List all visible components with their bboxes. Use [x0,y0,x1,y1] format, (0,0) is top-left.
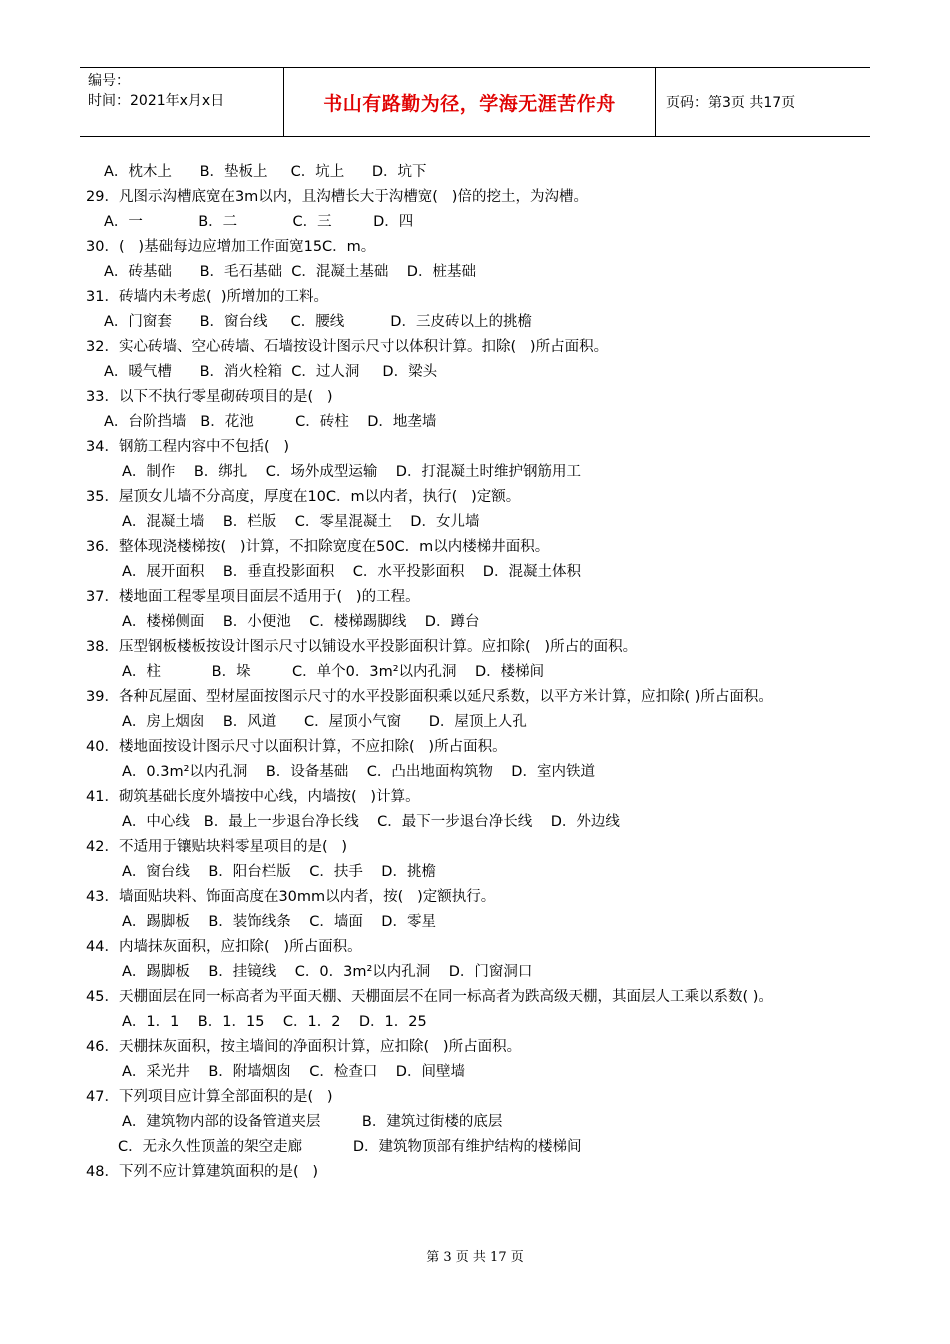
question-line: 29．凡图示沟槽底宽在3m以内，且沟槽长大于沟槽宽( )倍的挖土，为沟槽。 [86,189,588,205]
doc-code-label: 编号： [88,73,130,89]
answer-options-line: A．门窗套 B．窗台线 C．腰线 D．三皮砖以上的挑檐 [104,314,532,330]
question-line: 36．整体现浇楼梯按( )计算，不扣除宽度在50C．m以内楼梯井面积。 [86,539,550,555]
question-line: 35．屋顶女儿墙不分高度，厚度在10C．m以内者，执行( )定额。 [86,489,521,505]
answer-options-line: A．建筑物内部的设备管道夹层 B．建筑过街楼的底层 [122,1114,503,1130]
question-line: 31．砖墙内未考虑( )所增加的工料。 [86,289,328,305]
answer-options-line: A．窗台线 B．阳台栏版 C．扶手 D．挑檐 [122,864,436,880]
question-line: 43．墙面贴块料、饰面高度在30mm以内者，按( )定额执行。 [86,889,496,905]
question-line: 44．内墙抹灰面积，应扣除( )所占面积。 [86,939,362,955]
question-line: 37．楼地面工程零星项目面层不适用于( )的工程。 [86,589,420,605]
question-line: 48．下列不应计算建筑面积的是( ) [86,1164,319,1180]
answer-options-line: A．枕木上 B．垫板上 C．坑上 D．坑下 [104,164,427,180]
answer-options-line: A．中心线 B．最上一步退台净长线 C．最下一步退台净长线 D．外边线 [122,814,620,830]
answer-options-line: A．混凝土墙 B．栏版 C．零星混凝土 D．女儿墙 [122,514,480,530]
answer-options-line: A．砖基础 B．毛石基础 C．混凝土基础 D．桩基础 [104,264,476,280]
question-line: 32．实心砖墙、空心砖墙、石墙按设计图示尺寸以体积计算。扣除( )所占面积。 [86,339,609,355]
answer-options-line: A．柱 B．垛 C．单个0．3m²以内孔洞 D．楼梯间 [122,664,545,680]
answer-options-line: C．无永久性顶盖的架空走廊 D．建筑物顶部有维护结构的楼梯间 [118,1139,582,1155]
question-list [86,160,870,1185]
answer-options-line: A．房上烟囱 B．风道 C．屋顶小气窗 D．屋顶上人孔 [122,714,527,730]
question-line: 41．砌筑基础长度外墙按中心线，内墙按( )计算。 [86,789,420,805]
answer-options-line: A．展开面积 B．垂直投影面积 C．水平投影面积 D．混凝土体积 [122,564,581,580]
question-line: 46．天棚抹灰面积，按主墙间的净面积计算，应扣除( )所占面积。 [86,1039,522,1055]
question-line: 42．不适用于镶贴块料零星项目的是( ) [86,839,348,855]
answer-options-line: A．制作 B．绑扎 C．场外成型运输 D．打混凝土时维护钢筋用工 [122,464,581,480]
page-header [80,67,870,137]
answer-options-line: A．楼梯侧面 B．小便池 C．楼梯踢脚线 D．蹲台 [122,614,480,630]
doc-date: 时间：2021年x月x日 [88,93,225,109]
page-footer: 第 3 页 共 17 页 [426,1250,524,1265]
answer-options-line: A．0.3m²以内孔洞 B．设备基础 C．凸出地面构筑物 D．室内铁道 [122,764,595,780]
question-line: 45．天棚面层在同一标高者为平面天棚、天棚面层不在同一标高者为跌高级天棚，其面层人工乘以系数( )。 [86,989,773,1005]
answer-options-line: A．暖气槽 B．消火栓箱 C．过人洞 D．梁头 [104,364,438,380]
answer-options-line: A．1．1 B．1．15 C．1．2 D．1．25 [122,1014,427,1030]
question-line: 40．楼地面按设计图示尺寸以面积计算，不应扣除( )所占面积。 [86,739,507,755]
header-page-info: 页码：第3页 共17页 [666,95,796,111]
question-line: 33．以下不执行零星砌砖项目的是( ) [86,389,333,405]
question-line: 30．( )基础每边应增加工作面宽15C．m。 [86,239,376,255]
answer-options-line: A．采光井 B．附墙烟囱 C．检查口 D．间壁墙 [122,1064,465,1080]
answer-options-line: A．台阶挡墙 B．花池 C．砖柱 D．地垄墙 [104,414,437,430]
answer-options-line: A．踢脚板 B．挂镜线 C．0．3m²以内孔洞 D．门窗洞口 [122,964,533,980]
question-line: 47．下列项目应计算全部面积的是( ) [86,1089,333,1105]
answer-options-line: A．踢脚板 B．装饰线条 C．墙面 D．零星 [122,914,436,930]
header-motto: 书山有路勤为径，学海无涯苦作舟 [284,68,656,136]
answer-options-line: A．一 B．二 C．三 D．四 [104,214,414,230]
header-meta [80,68,284,136]
question-line: 34．钢筋工程内容中不包括( ) [86,439,290,455]
question-line: 38．压型钢板楼板按设计图示尺寸以铺设水平投影面积计算。应扣除( )所占的面积。 [86,639,638,655]
question-line: 39．各种瓦屋面、型材屋面按图示尺寸的水平投影面积乘以延尺系数，以平方米计算，应扣除( )所占面积。 [86,689,773,705]
